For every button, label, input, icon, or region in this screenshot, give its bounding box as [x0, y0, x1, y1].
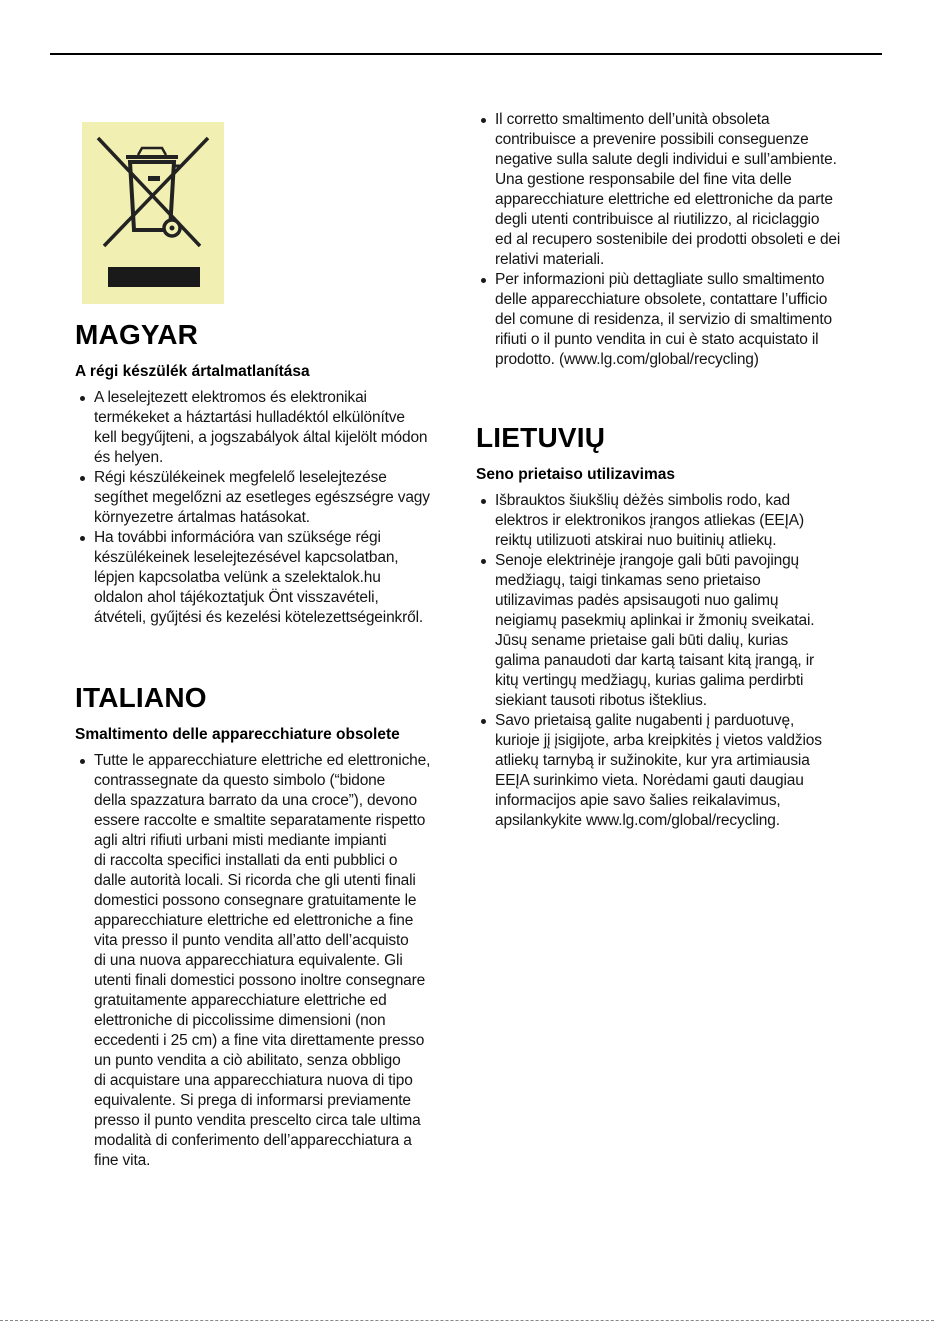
section-italiano-continued — [476, 110, 868, 370]
list-item: Savo prietaisą galite nugabenti į parduotuvę, kurioje jį įsigijote, arba kreipkitės į vietos valdžios atliekų tarnybą ir sužinokite, kur yra artimiausia EEĮA surinkimo vieta. Norėdami gauti daugiau informacijos apie savo šalies reikalavimus, apsilankykite www.lg.com/global/recycling. — [476, 711, 868, 831]
bullet-list — [476, 491, 868, 831]
section-subtitle: A régi készülék ártalmatlanítása — [75, 363, 310, 380]
section-italiano — [75, 681, 467, 1171]
section-subtitle: Smaltimento delle apparecchiature obsolete — [75, 726, 400, 743]
crossed-out-wheelie-bin-icon — [82, 122, 224, 304]
list-item: A leselejtezett elektromos és elektronikai termékeket a háztartási hulladéktól elkülönítve kell begyűjteni, a jogszabályok által kijelölt módon és helyen. — [75, 388, 467, 468]
list-item: Senoje elektrinėje įrangoje gali būti pavojingų medžiagų, taigi tinkamas seno prietaiso utilizavimas padės apsisaugoti nuo galimų neigiamų pasekmių aplinkai ir žmonių sveikatai. Jūsų sename prietaise gali būti dalių, kurias galima panaudoti dar kartą taisant kitą įrangą, ir kitų vertingų medžiagų, kurias galima perdirbti siekiant tausoti ribotus išteklius. — [476, 551, 868, 711]
section-lietuviu — [476, 421, 868, 831]
list-item: Tutte le apparecchiature elettriche ed elettroniche, contrassegnate da questo simbolo (“bidone della spazzatura barrato da una croce”), devono essere raccolte e smaltite separatamente rispetto agli altri rifiuti urbani misti mediante impianti di raccolta specifici installati da enti pubblici o dalle autorità locali. Si ricorda che gli utenti finali domestici possono consegnare gratuitamente le apparecchiature elettriche ed elettroniche a fine vita presso il punto vendita all’atto dell’acquisto di una nuova apparecchiatura equivalente. Gli utenti finali domestici possono inoltre consegnare gratuitamente apparecchiature elettriche ed elettroniche di piccolissime dimensioni (non eccedenti i 25 cm) a fine vita direttamente presso un punto vendita a ciò abilitato, senza obbligo di acquistare una apparecchiatura nuova di tipo equivalente. Si prega di informarsi previamente presso il punto vendita prescelto circa tale ultima modalità di conferimento dell’apparecchiatura a fine vita. — [75, 751, 467, 1171]
list-item: Išbrauktos šiukšlių dėžės simbolis rodo, kad elektros ir elektronikos įrangos atliekas (EEĮA) reiktų utilizuoti atskirai nuo buitinių atliekų. — [476, 491, 868, 551]
section-magyar — [75, 318, 467, 628]
list-item: Régi készülékeinek megfelelő leselejtezése segíthet megelőzni az esetleges egészségre vagy környezetre ártalmas hatásokat. — [75, 468, 467, 528]
section-title: MAGYAR — [75, 319, 199, 350]
weee-symbol — [82, 122, 224, 304]
list-item: Ha további információra van szüksége régi készülékeinek leselejtezésével kapcsolatban, lépjen kapcsolatba velünk a szelektalok.hu oldalon ahol tájékoztatjuk Önt visszavételi, átvételi, gyűjtési és kezelési kötelezettségeinkről. — [75, 528, 467, 628]
bullet-list — [75, 388, 467, 628]
section-title: LIETUVIŲ — [476, 422, 606, 453]
bullet-list — [476, 110, 868, 370]
bullet-list — [75, 751, 467, 1171]
list-item: Per informazioni più dettagliate sullo smaltimento delle apparecchiature obsolete, contattare l’ufficio del comune di residenza, il servizio di smaltimento rifiuti o il punto vendita in cui è stato acquistato il prodotto. (www.lg.com/global/recycling) — [476, 270, 868, 370]
section-subtitle: Seno prietaiso utilizavimas — [476, 466, 675, 483]
section-title: ITALIANO — [75, 682, 207, 713]
list-item: Il corretto smaltimento dell’unità obsoleta contribuisce a prevenire possibili conseguenze negative sulla salute degli individui e sull’ambiente. Una gestione responsabile del fine vita delle apparecchiature elettriche ed elettroniche da parte degli utenti contribuisce al riutilizzo, al riciclaggio ed al recupero sostenibile dei prodotti obsoleti e dei relativi materiali. — [476, 110, 868, 270]
footer-rule — [0, 1320, 934, 1321]
header-rule — [50, 53, 882, 55]
